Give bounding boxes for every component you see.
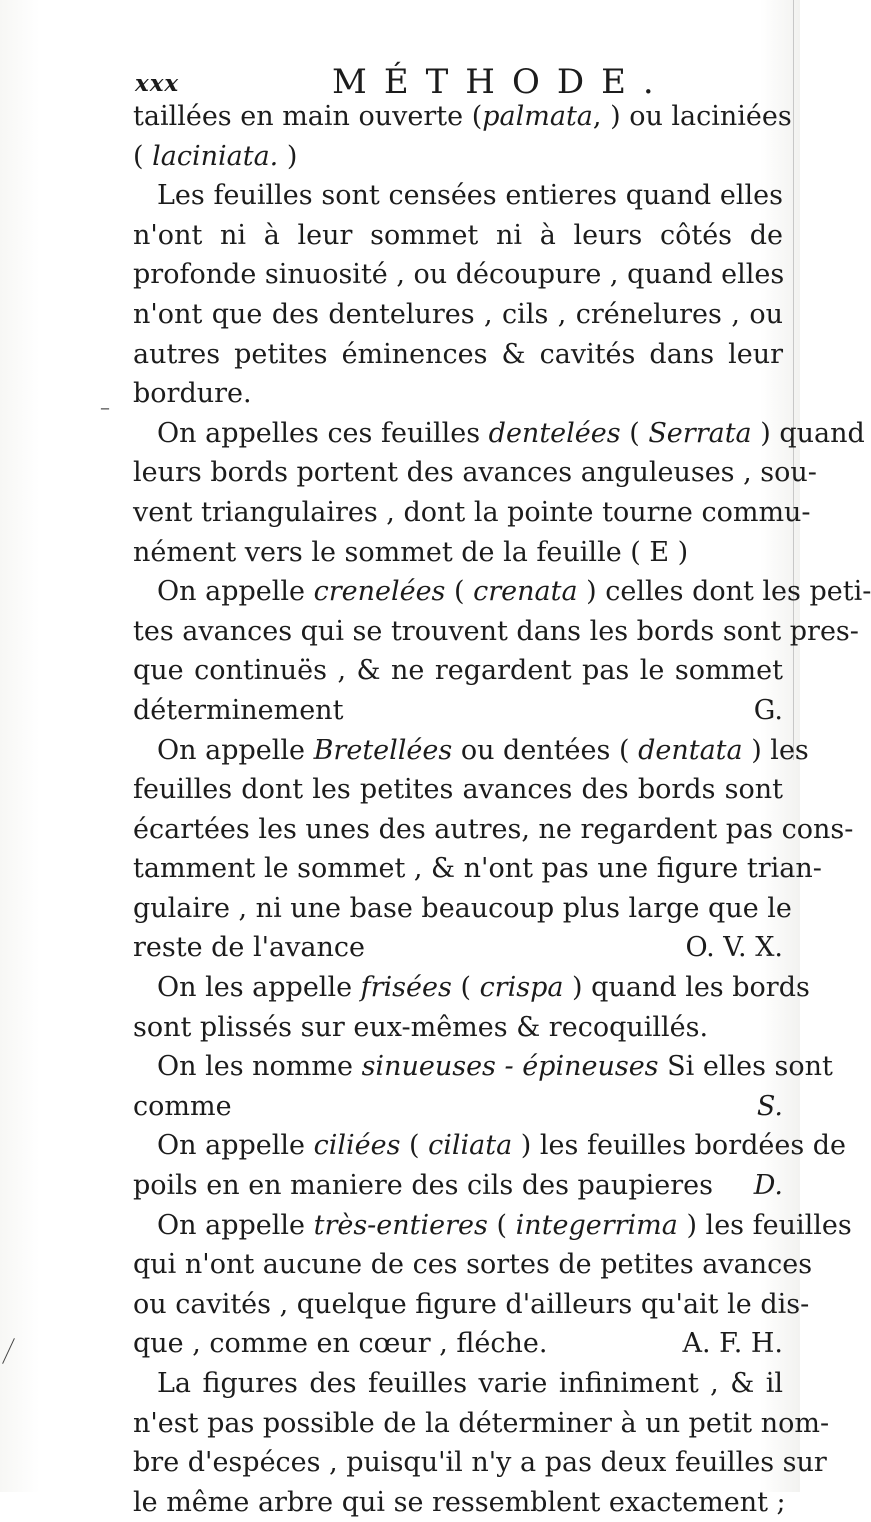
running-title: MÉTHODE. — [332, 62, 671, 102]
text-line — [133, 1008, 783, 1048]
text-run: que , comme en cœur , fléche. — [133, 1328, 548, 1360]
text-line — [133, 453, 817, 493]
text-line — [133, 1404, 830, 1444]
text-line — [133, 1324, 783, 1364]
text-run: profonde sinuosité , ou découpure , quand elles — [133, 259, 785, 291]
text-run: On appelle — [157, 576, 314, 608]
italic-term: crenelées — [313, 576, 446, 608]
text-run: écartées les unes des autres, ne regardent pas cons- — [133, 813, 854, 845]
italic-term: sinueuses - épineuses — [361, 1051, 659, 1083]
text-line — [133, 572, 871, 612]
italic-term: dentelées — [488, 417, 621, 449]
text-run: ) celles dont les peti- — [577, 576, 871, 608]
body-text — [133, 97, 871, 1522]
text-run: ( — [133, 140, 153, 172]
text-line — [133, 1206, 852, 1246]
text-line — [133, 810, 854, 850]
italic-term: crispa — [479, 972, 564, 1004]
text-line — [133, 770, 783, 810]
text-line — [133, 612, 859, 652]
text-run: reste de l'avance — [133, 932, 365, 964]
text-run: Si elles sont — [658, 1051, 833, 1083]
italic-term: frisées — [360, 972, 452, 1004]
text-line — [133, 1364, 783, 1404]
figure-reference: A. F. H. — [682, 1328, 783, 1360]
italic-term: ciliées — [313, 1130, 401, 1162]
figure-reference: G. — [753, 694, 783, 726]
text-run: sont plissés sur eux-mêmes & recoquillés. — [133, 1011, 709, 1043]
text-run: ou dentées ( — [452, 734, 639, 766]
stray-pen-mark — [2, 1338, 15, 1364]
text-run: ( — [620, 417, 649, 449]
text-run: tes avances qui se trouvent dans les bords sont pres- — [133, 615, 859, 647]
italic-term: Serrata — [648, 417, 752, 449]
text-line — [133, 414, 865, 454]
text-run: On les appelle — [157, 972, 361, 1004]
italic-term: ciliata — [428, 1130, 513, 1162]
text-line — [133, 137, 783, 177]
margin-mark: – — [100, 395, 110, 419]
text-run: ( — [400, 1130, 429, 1162]
text-run: ) quand — [751, 417, 865, 449]
text-run: n'ont que des dentelures , cils , crénelures , ou — [133, 298, 783, 330]
text-run: feuilles dont les petites avances des bords sont — [133, 774, 783, 806]
text-line — [133, 1483, 786, 1522]
italic-term: laciniata. — [152, 140, 279, 172]
text-run: On appelle — [157, 1130, 314, 1162]
text-line — [133, 1166, 783, 1206]
text-run: , ) ou laciniées — [592, 101, 792, 132]
text-run: comme — [133, 1090, 232, 1122]
text-line — [133, 1245, 813, 1285]
text-run: La figures des feuilles varie infiniment , & il — [157, 1368, 783, 1399]
italic-term: crenata — [473, 576, 578, 608]
text-run: le même arbre qui se ressemblent exactement ; — [133, 1486, 786, 1518]
text-line — [133, 731, 809, 771]
text-run: On les nomme — [157, 1051, 362, 1083]
figure-reference: D. — [753, 1170, 783, 1202]
text-run: autres petites éminences & cavités dans leur — [133, 338, 783, 370]
italic-term: palmata — [482, 101, 593, 132]
text-run: bre d'espéces , puisqu'il n'y a pas deux feuilles sur — [133, 1447, 827, 1479]
text-line — [133, 849, 822, 889]
text-run: tamment le sommet , & n'ont pas une figure trian- — [133, 853, 822, 885]
page-header — [135, 62, 775, 102]
figure-reference: S. — [756, 1090, 783, 1122]
text-run: ) — [278, 140, 298, 172]
text-run: déterminement — [133, 694, 344, 726]
figure-reference: O. V. X. — [685, 932, 783, 964]
italic-term: très-entieres — [313, 1209, 488, 1241]
text-run: taillées en main ouverte ( — [133, 101, 483, 132]
text-run: Les feuilles sont censées entieres quand elles — [157, 180, 783, 212]
text-line — [133, 1285, 810, 1325]
text-line — [133, 533, 783, 573]
text-line — [133, 255, 783, 295]
text-run: ) les feuilles bordées de — [512, 1130, 847, 1162]
text-line — [133, 335, 783, 375]
text-run: On appelle — [157, 1209, 314, 1241]
text-run: n'ont ni à leur sommet ni à leurs côtés de — [133, 219, 783, 251]
text-run: ) les — [742, 734, 809, 766]
text-line — [133, 374, 783, 414]
text-line — [133, 97, 792, 137]
text-run: leurs bords portent des avances anguleuses , sou- — [133, 457, 817, 489]
text-run: poils en en maniere des cils des paupieres — [133, 1170, 713, 1202]
page-folio: xxx — [135, 70, 180, 97]
text-line — [133, 493, 811, 533]
text-line — [133, 691, 783, 731]
text-run: On appelles ces feuilles — [157, 417, 489, 449]
text-line — [133, 1126, 847, 1166]
italic-term: dentata — [638, 734, 743, 766]
text-run: gulaire , ni une base beaucoup plus large que le — [133, 892, 792, 924]
text-run: ou cavités , quelque figure d'ailleurs qu'ait le dis- — [133, 1288, 810, 1320]
italic-term: Bretellées — [313, 734, 453, 766]
text-run: qui n'ont aucune de ces sortes de petites avances — [133, 1249, 813, 1281]
text-line — [133, 216, 783, 256]
text-line — [133, 1443, 827, 1483]
text-line — [133, 1047, 833, 1087]
text-line — [133, 1087, 783, 1127]
text-run: ) les feuilles — [677, 1209, 852, 1241]
text-run: ( — [451, 972, 480, 1004]
text-line — [133, 928, 783, 968]
text-run: n'est pas possible de la déterminer à un petit nom- — [133, 1407, 830, 1439]
text-run: ( — [445, 576, 474, 608]
text-run: On appelle — [157, 734, 314, 766]
text-run: nément vers le sommet de la feuille ( E ) — [133, 536, 689, 568]
text-line — [133, 889, 792, 929]
text-line — [133, 176, 783, 216]
text-run: vent triangulaires , dont la pointe tourne commu- — [133, 496, 811, 528]
text-line — [133, 295, 783, 335]
text-line — [133, 968, 810, 1008]
italic-term: integerrima — [515, 1209, 678, 1241]
text-run: bordure. — [133, 378, 252, 410]
text-run: ) quand les bords — [563, 972, 810, 1004]
text-line — [133, 651, 783, 691]
text-run: que continuës , & ne regardent pas le sommet — [133, 655, 783, 687]
text-run: ( — [487, 1209, 516, 1241]
